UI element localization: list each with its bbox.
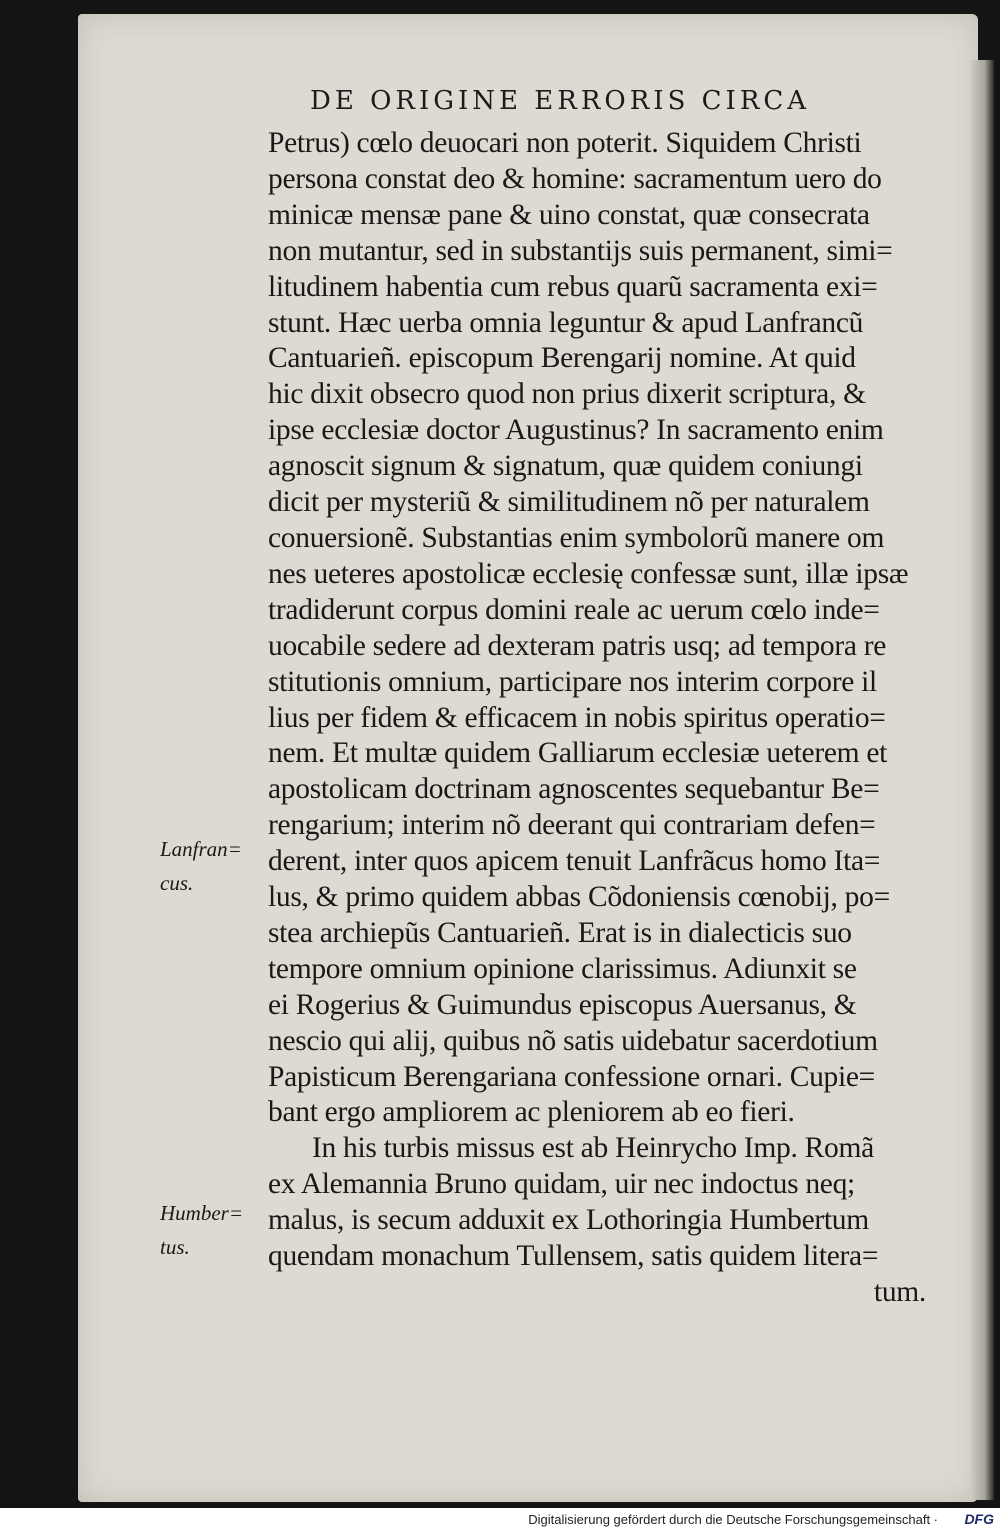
text-line: stitutionis omnium, participare nos interim corpore il xyxy=(268,665,877,698)
text-line: lius per fidem & efficacem in nobis spiritus operatio= xyxy=(268,701,886,734)
body-text xyxy=(268,126,978,1311)
text-line: quendam monachum Tullensem, satis quidem litera= xyxy=(268,1240,879,1273)
text-line: persona constat deo & homine: sacramentum uero do xyxy=(268,162,882,195)
text-line: Petrus) cœlo deuocari non poterit. Siquidem Christi xyxy=(268,127,862,159)
text-line: rengarium; interim nõ deerant qui contrariam defen= xyxy=(268,809,876,842)
text-line: lus, & primo quidem abbas Cõdoniensis cœnobij, po= xyxy=(268,881,890,914)
text-line: Cantuarieñ. episcopum Berengarij nomine. At quid xyxy=(268,342,856,375)
margin-note-line: tus. xyxy=(160,1235,190,1259)
text-line: apostolicam doctrinam agnoscentes sequebantur Be= xyxy=(268,773,880,806)
text-line: uocabile sedere ad dexteram patris usq; ad tempora re xyxy=(268,629,887,662)
text-line: Papisticum Berengariana confessione ornari. Cupie= xyxy=(268,1060,876,1093)
dfg-logo: DFG xyxy=(964,1511,994,1527)
text-line: litudinem habentia cum rebus quarũ sacramenta exi= xyxy=(268,270,878,303)
footer-credit: Digitalisierung gefördert durch die Deutsche Forschungsgemeinschaft · xyxy=(528,1512,938,1527)
text-line: nescio qui alij, quibus nõ satis uidebatur sacerdotium xyxy=(268,1024,878,1057)
catchword-line: tum. xyxy=(873,1276,926,1308)
text-line: non mutantur, sed in substantijs suis permanent, simi= xyxy=(268,234,893,267)
text-line: minicæ mensæ pane & uino constat, quæ consecrata xyxy=(268,198,870,231)
margin-note-line: Humber= xyxy=(160,1201,243,1225)
text-line: tempore omnium opinione clarissimus. Adiunxit se xyxy=(268,952,857,985)
margin-note-line: cus. xyxy=(160,871,194,895)
text-line: nes ueteres apostolicæ ecclesię confessæ sunt, illæ ipsæ xyxy=(268,557,909,590)
text-line: malus, is secum adduxit ex Lothoringia Humbertum xyxy=(268,1204,869,1237)
text-line: agnoscit signum & signatum, quæ quidem coniungi xyxy=(268,450,863,483)
paragraph-start-line: In his turbis missus est ab Heinrycho Imp. Romã xyxy=(312,1132,874,1165)
text-line: stunt. Hæc uerba omnia leguntur & apud Lanfrancũ xyxy=(268,306,864,339)
text-line: conuersionẽ. Substantias enim symbolorũ manere om xyxy=(268,521,885,554)
text-line: ex Alemannia Bruno quidam, uir nec indoctus neq; xyxy=(268,1168,855,1201)
text-line: dicit per mysteriũ & similitudinem nõ per naturalem xyxy=(268,486,870,519)
text-line: bant ergo ampliorem ac pleniorem ab eo fieri. xyxy=(268,1096,795,1129)
text-line: tradiderunt corpus domini reale ac uerum cœlo inde= xyxy=(268,593,880,626)
margin-note-humbertus xyxy=(160,1196,243,1264)
text-line: nem. Et multæ quidem Galliarum ecclesiæ ueterem et xyxy=(268,737,888,770)
running-head: DE ORIGINE ERRORIS CIRCA xyxy=(310,86,811,116)
text-line: ei Rogerius & Guimundus episcopus Auersanus, & xyxy=(268,988,857,1021)
text-line: stea archiepũs Cantuarieñ. Erat is in dialecticis suo xyxy=(268,916,852,949)
text-line: derent, inter quos apicem tenuit Lanfrãcus homo Ita= xyxy=(268,845,881,878)
text-line: ipse ecclesiæ doctor Augustinus? In sacramento enim xyxy=(268,414,884,447)
margin-note-line: Lanfran= xyxy=(160,837,242,861)
text-line: hic dixit obsecro quod non prius dixerit scriptura, & xyxy=(268,378,866,411)
digitization-footer xyxy=(0,1508,1000,1532)
margin-note-lanfrancus xyxy=(160,832,242,900)
